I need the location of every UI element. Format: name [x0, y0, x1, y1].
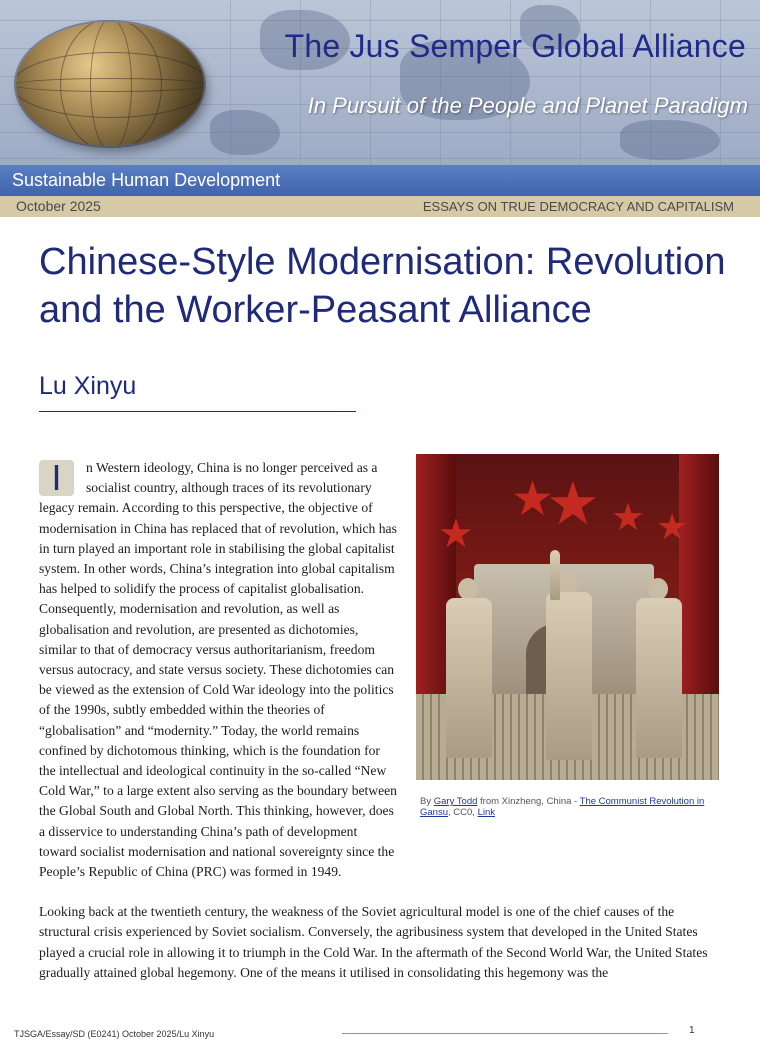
caption-link[interactable]: Link	[477, 807, 495, 818]
footer-reference: TJSGA/Essay/SD (E0241) October 2025/Lu Xinyu	[14, 1029, 215, 1039]
drop-cap: I	[39, 460, 74, 496]
article-author: Lu Xinyu	[39, 372, 137, 400]
section-label: Sustainable Human Development	[12, 170, 281, 190]
figure-caption: By Gary Todd from Xinzheng, China - The Communist Revolution in Gansu, CC0, Link	[420, 796, 705, 818]
date-bar	[0, 196, 760, 217]
issue-date: October 2025	[16, 198, 101, 214]
series-label: ESSAYS ON TRUE DEMOCRACY AND CAPITALISM	[422, 199, 734, 214]
page-number: 1	[689, 1025, 695, 1036]
article-figure	[416, 454, 719, 849]
article-title: Chinese-Style Modernisation: Revolution and the Worker-Peasant Alliance	[39, 241, 726, 331]
paragraph-2: Looking back at the twentieth century, the weakness of the Soviet agricultural model is one of the chief causes of the structural crisis experienced by Soviet socialism. Conversely, the agribusiness system that developed in the United States played a crucial role in allowing it to triumph in the Cold War. In the aftermath of the Second World War, the United States gradually attained global hegemony. One of the means it utilised in consolidating this hegemony was the	[39, 904, 708, 980]
caption-author-link[interactable]: Gary Todd	[433, 796, 478, 807]
caption-title-link[interactable]: The Communist Revolution in Gansu	[420, 796, 705, 818]
statue-photo: ★ ★ ★ ★ ★	[416, 454, 719, 780]
author-divider	[39, 411, 356, 412]
footer-divider	[342, 1033, 668, 1034]
article-body	[39, 458, 719, 1003]
globe-logo	[16, 22, 204, 146]
header-banner	[0, 0, 760, 165]
paragraph-1: n Western ideology, China is no longer perceived as a socialist country, although traces of its revolutionary legacy remain. According to this perspective, the objective of modernisation in China has replaced that of revolution, which has in turn played an important role in stabilising the global capitalist system. In other words, China’s integration into global capitalism has helped to solidify the process of capitalist globalisation. Consequently, modernisation and revolution, as well as globalisation and revolution, are presented as dichotomies, similar to that of democracy versus authoritarianism, freedom versus autocracy, and state versus society. These dichotomies can be viewed as the extension of Cold War ideology into the politics of the 1990s, subtly embedded within the theories of “globalisation” and “modernity.” Today, the world remains confined by dichotomous thinking, which is the foundation for the intellectual and ideological continuity in the so-called “New Cold War,” to a large extent also serving as the boundary between the Global South and Global North. This thinking, however, does a disservice to understanding China’s path of development toward socialist modernisation and national sovereignty since the People’s Republic of China (PRC) was formed in 1949.	[39, 460, 397, 880]
section-bar	[0, 165, 760, 196]
org-subtitle: In Pursuit of the People and Planet Paradigm	[307, 93, 748, 118]
org-title: The Jus Semper Global Alliance	[284, 28, 746, 64]
